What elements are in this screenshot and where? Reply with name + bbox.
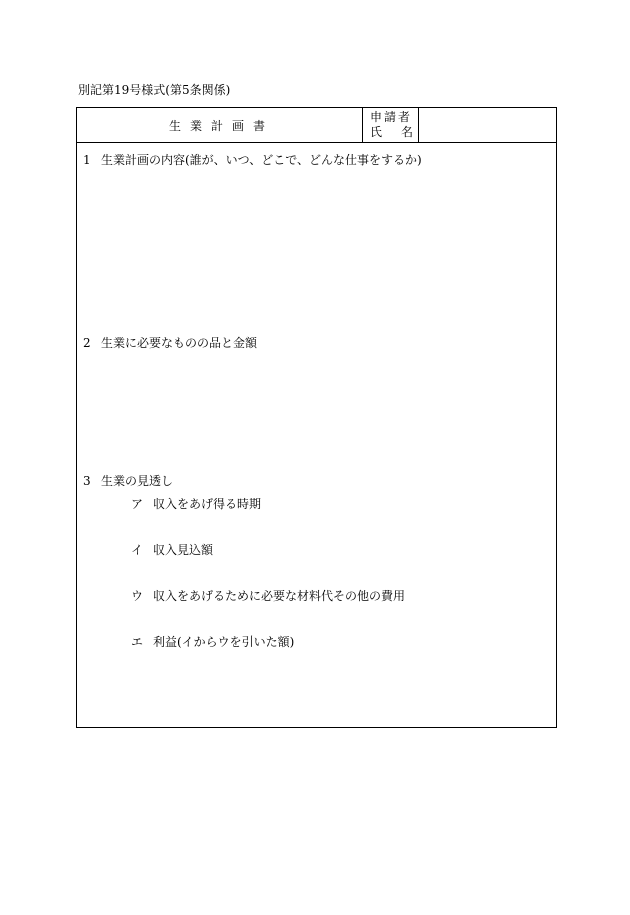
subitem-income-timing: [131, 496, 261, 512]
form-title: 生業計画書: [169, 119, 275, 133]
section-outlook: [83, 473, 173, 489]
section-plan-content: [83, 152, 422, 168]
section-number: 1: [83, 153, 91, 167]
section-heading: 生業の見透し: [101, 474, 174, 488]
subitem-mark: エ: [131, 635, 144, 649]
section-heading: 生業計画の内容(誰が、いつ、どこで、どんな仕事をするか): [101, 153, 422, 167]
section-number: 2: [83, 336, 91, 350]
business-plan-form: [76, 107, 557, 728]
subitem-mark: ウ: [131, 589, 144, 603]
subitem-profit: [131, 634, 294, 650]
applicant-name-field[interactable]: [419, 108, 556, 142]
applicant-label-line2: 氏名: [370, 125, 433, 139]
subitem-expected-income: [131, 542, 213, 558]
subitem-mark: ア: [131, 497, 144, 511]
applicant-label-line1: 申請者: [370, 110, 413, 124]
section-required-items: [83, 335, 257, 351]
section-number: 3: [83, 474, 91, 488]
subitem-text: 収入をあげ得る時期: [153, 497, 262, 511]
form-header-row: [77, 108, 556, 143]
subitem-text: 利益(イからウを引いた額): [153, 635, 295, 649]
form-number-label: 別記第19号様式(第5条関係): [78, 83, 231, 97]
subitem-expenses: [131, 588, 405, 604]
subitem-mark: イ: [131, 543, 144, 557]
applicant-name-label-cell: [362, 108, 433, 142]
subitem-text: 収入見込額: [153, 543, 214, 557]
section-heading: 生業に必要なものの品と金額: [101, 336, 258, 350]
subitem-text: 収入をあげるために必要な材料代その他の費用: [153, 589, 406, 603]
